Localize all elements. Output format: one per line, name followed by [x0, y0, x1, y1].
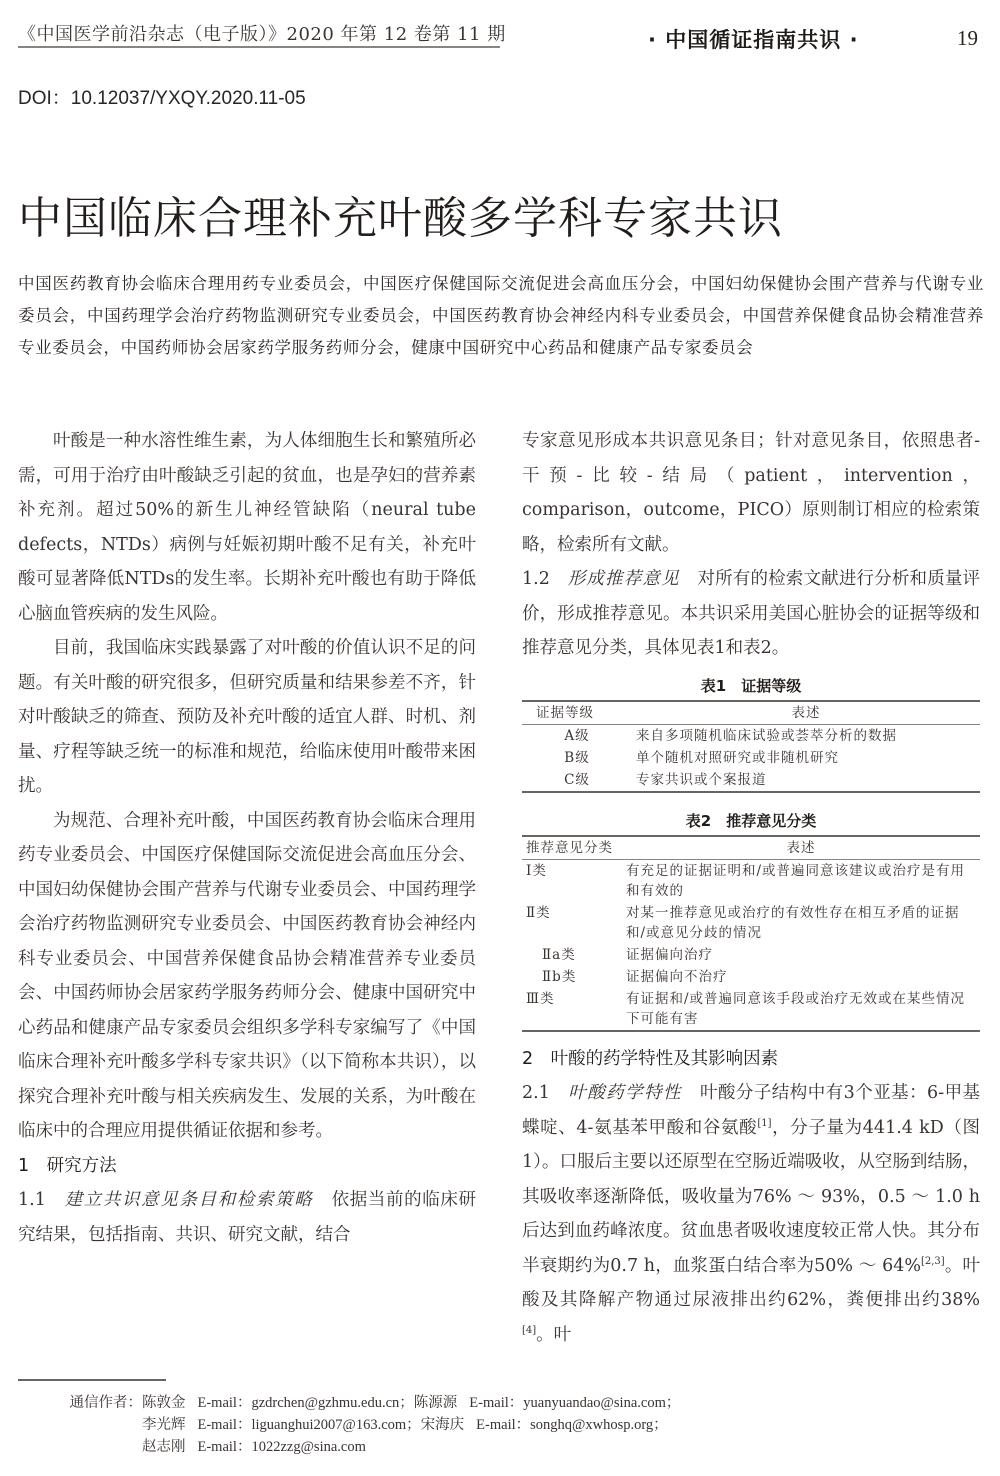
table-row	[522, 747, 980, 769]
author-organizations: 中国医药教育协会临床合理用药专业委员会，中国医疗保健国际交流促进会高血压分会，中国妇幼保健协会围产营养与代谢专业委员会，中国药理学会治疗药物监测研究专业委员会，中国医药教育协会神经内科专业委员会，中国营养保健食品协会精准营养专业委员会，中国药师协会居家药学服务药师分会，健康中国研究中心药品和健康产品专家委员会	[18, 274, 984, 357]
author-name: 陈源源	[413, 1395, 458, 1411]
table-cell: 证据偏向治疗	[626, 946, 713, 963]
running-head-rule	[18, 46, 500, 48]
table-cell: B级	[564, 749, 590, 766]
page-number: 19	[957, 26, 978, 50]
footnote-row	[50, 1436, 680, 1458]
subsection-text: 。叶	[536, 1324, 572, 1345]
footnote-row	[50, 1414, 680, 1436]
subsection-text: ，分子量为441.4 kD（图1）。口服后主要以还原型在空肠近端吸收，从空肠到结肠，其吸收率逐渐降低，吸收量为76% ～ 93%，0.5 ～ 1.0 h后达到血药峰浓度。贫血患者吸收速度较正常人快。其分布半衰期约为0.7 h，血浆蛋白结合率为50% ～ 64%	[522, 1117, 981, 1276]
table-cell: 有证据和/或普遍同意该手段或治疗无效或在某些情况下可能有害	[626, 990, 966, 1027]
table-row	[522, 859, 980, 902]
table-cell: 证据偏向不治疗	[626, 968, 728, 985]
table-cell: 专家共识或个案报道	[636, 771, 767, 788]
table-cell: Ⅰ类	[526, 862, 547, 879]
method-continuation: 专家意见形成本共识意见条目；针对意见条目，依照患者-干预-比较-结局（patient，intervention，comparison，outcome，PICO）原则制订相应的检索策略，检索所有文献。	[522, 431, 980, 555]
table-cell: Ⅱb类	[542, 968, 577, 985]
author-name: 李光辉	[142, 1417, 186, 1433]
table-row	[522, 769, 980, 792]
footnote-label: 通信作者：	[69, 1395, 142, 1411]
table-header: 证据等级	[522, 701, 632, 725]
table-cell: Ⅱ类	[526, 904, 551, 921]
author-email[interactable]: E-mail：1022zzg@sina.com	[197, 1439, 366, 1455]
subsection-text: 对所有的检索文献进行分析和质量评价，形成推荐意见。本共识采用美国心脏协会的证据等级和推荐意见分类，具体见表1和表2。	[522, 569, 981, 658]
running-head: 《中国医学前沿杂志（电子版）》2020 年第 12 卷第 11 期	[18, 24, 506, 45]
section-label: · 中国循证指南共识 ·	[648, 28, 859, 52]
citation-ref[interactable]: [1]	[757, 1117, 772, 1129]
table-cell: C级	[564, 771, 590, 788]
left-column	[18, 424, 476, 1252]
recommendation-class-table	[522, 835, 980, 1032]
citation-ref[interactable]: [4]	[522, 1324, 537, 1336]
table-row	[522, 724, 980, 747]
table-cell: A级	[564, 727, 590, 744]
subsection-text: 叶酸分子结构中有3个亚基：6-甲基蝶啶、4-氨基苯甲酸和谷氨酸	[522, 1083, 981, 1138]
intro-paragraph-2: 目前，我国临床实践暴露了对叶酸的价值认识不足的问题。有关叶酸的研究很多，但研究质量和结果参差不齐，针对叶酸缺乏的筛查、预防及补充叶酸的适宜人群、时机、剂量、疗程等缺乏统一的标准和规范，给临床使用叶酸带来困扰。	[18, 638, 476, 796]
table-header: 推荐意见分类	[522, 836, 622, 860]
subsection-title: 叶酸药学特性	[568, 1083, 683, 1103]
author-email[interactable]: E-mail：songhq@xwhosp.org；	[476, 1417, 668, 1433]
author-name: 陈敦金	[142, 1395, 186, 1411]
table-header: 表述	[632, 701, 980, 725]
subsection-2-1	[522, 1076, 980, 1352]
author-email[interactable]: E-mail：gzdrchen@gzhmu.edu.cn；	[197, 1395, 414, 1411]
section-heading-1: 1 研究方法	[18, 1155, 117, 1176]
author-email[interactable]: E-mail：yuanyuandao@sina.com；	[469, 1395, 681, 1411]
subsection-number: 1.1	[18, 1190, 46, 1210]
table-header: 表述	[622, 836, 980, 860]
subsection-text: 依据当前的临床研究结果，包括指南、共识、研究文献，结合	[18, 1190, 477, 1245]
doi[interactable]: DOI：10.12037/YXQY.2020.11-05	[18, 88, 306, 109]
subsection-title: 建立共识意见条目和检索策略	[64, 1190, 314, 1210]
subsection-1-2	[522, 562, 980, 666]
subsection-number: 1.2	[522, 569, 550, 589]
citation-ref[interactable]: [2,3]	[920, 1255, 945, 1267]
table1-caption: 表1 证据等级	[700, 676, 802, 695]
subsection-title: 形成推荐意见	[567, 569, 680, 589]
table-cell: 来自多项随机临床试验或荟萃分析的数据	[636, 727, 897, 744]
table-row	[522, 988, 980, 1031]
table-cell: Ⅱa类	[542, 946, 576, 963]
intro-paragraph-3: 为规范、合理补充叶酸，中国医药教育协会临床合理用药专业委员会、中国医疗保健国际交流促进会高血压分会、中国妇幼保健协会围产营养与代谢专业委员会、中国药理学会治疗药物监测研究专业委员会、中国医药教育协会神经内科专业委员会、中国营养保健食品协会精准营养专业委员会、中国药师协会居家药学服务药师分会、健康中国研究中心药品和健康产品专家委员会组织多学科专家编写了《中国临床合理补充叶酸多学科专家共识》（以下简称本共识），以探究合理补充叶酸与相关疾病发生、发展的关系，为叶酸在临床中的合理应用提供循证依据和参考。	[18, 810, 476, 1141]
table-cell: 对某一推荐意见或治疗的有效性存在相互矛盾的证据和/或意见分歧的情况	[626, 904, 960, 941]
table2-caption: 表2 推荐意见分类	[685, 811, 817, 830]
article-title: 中国临床合理补充叶酸多学科专家共识	[18, 193, 783, 244]
evidence-level-table	[522, 700, 980, 793]
corresponding-authors-footnote	[50, 1392, 680, 1458]
right-column	[522, 424, 980, 1352]
section-heading-2: 2 叶酸的药学特性及其影响因素	[522, 1048, 779, 1069]
subsection-1-1	[18, 1183, 476, 1252]
table-row	[522, 944, 980, 966]
table-header-row	[522, 701, 980, 725]
intro-paragraph-1: 叶酸是一种水溶性维生素，为人体细胞生长和繁殖所必需，可用于治疗由叶酸缺乏引起的贫血，也是孕妇的营养素补充剂。超过50%的新生儿神经管缺陷（neural tube defects，NTDs）病例与妊娠初期叶酸不足有关，补充叶酸可显著降低NTDs的发生率。长期补充叶酸也有助于降低心脑血管疾病的发生风险。	[18, 431, 476, 624]
author-name: 赵志刚	[142, 1439, 186, 1455]
table-header-row	[522, 836, 980, 860]
table-cell: 单个随机对照研究或非随机研究	[636, 749, 839, 766]
table-cell: Ⅲ类	[526, 990, 555, 1007]
table-cell: 有充足的证据证明和/或普遍同意该建议或治疗是有用和有效的	[626, 862, 966, 899]
author-email[interactable]: E-mail：liguanghui2007@163.com；	[197, 1417, 421, 1433]
author-name: 宋海庆	[420, 1417, 465, 1433]
table-row	[522, 902, 980, 944]
subsection-number: 2.1	[522, 1083, 550, 1103]
footnote-row	[50, 1392, 680, 1414]
footnote-rule	[18, 1379, 166, 1381]
table-row	[522, 966, 980, 988]
subsection-text: 。叶酸及其降解产物通过尿液排出约62%，粪便排出约38%	[522, 1255, 980, 1310]
